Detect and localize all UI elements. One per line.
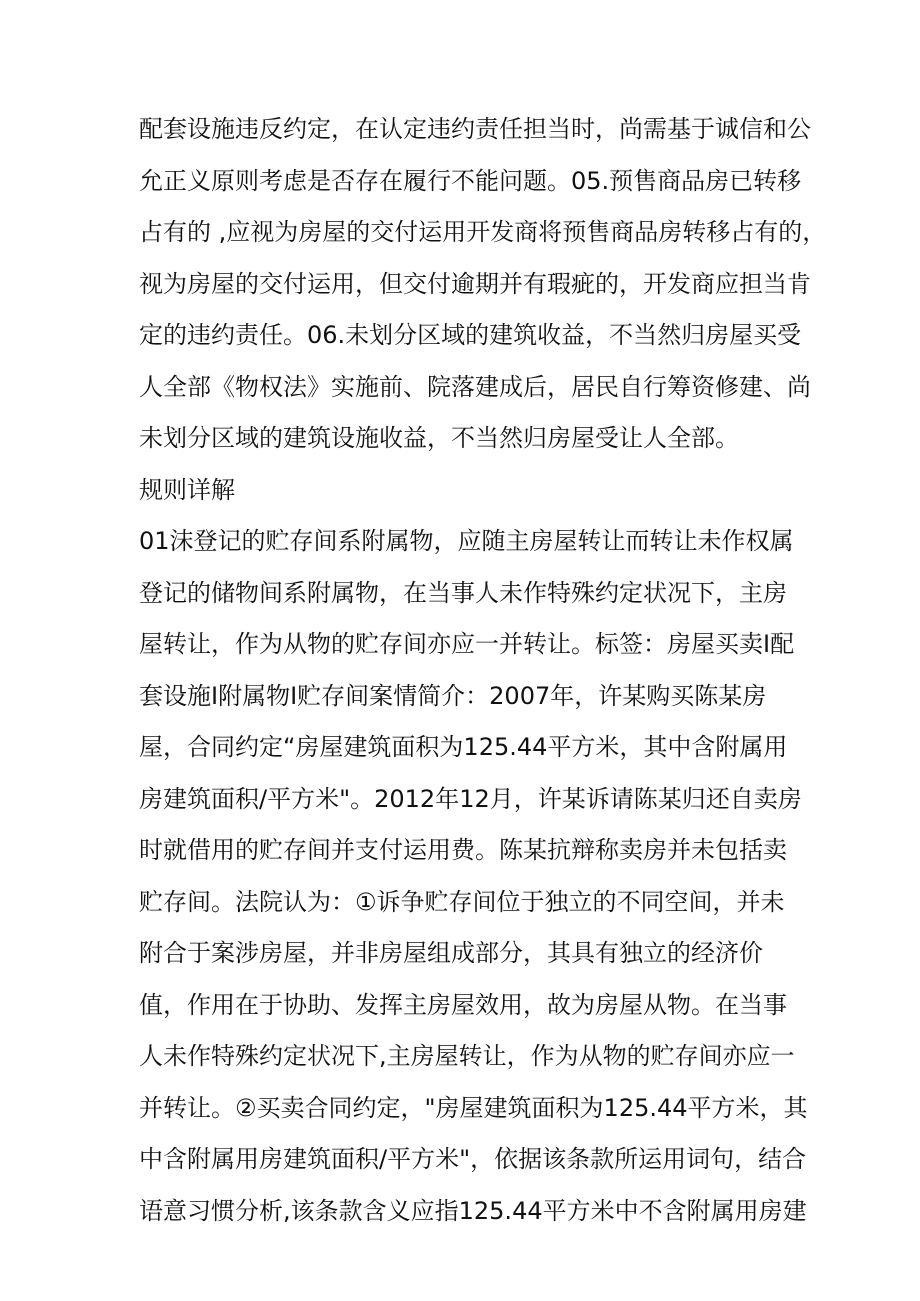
- text-line-12: 套设施I附属物I贮存间案情简介：2007年，许某购买陈某房: [139, 681, 767, 710]
- text-line-3: 占有的 ,应视为房屋的交付运用开发商将预售商品房转移占有的，: [139, 218, 827, 246]
- text-line-6: 人全部《物权法》实施前、院落建成后，居民自行筹资修建、尚: [139, 372, 811, 401]
- text-line-2: 允正义原则考虑是否存在履行不能问题。05.预售商品房已转移: [139, 166, 802, 195]
- section-heading: 规则详解: [139, 475, 235, 504]
- text-line-13: 屋，合同约定“房屋建筑面积为125.44平方米，其中含附属用: [139, 733, 788, 761]
- text-line-14: 房建筑面积/平方米"。2012年12月，许某诉请陈某归还自卖房: [139, 784, 802, 813]
- text-line-10: 登记的储物间系附属物，在当事人未作特殊约定状况下，主房: [139, 578, 787, 607]
- text-line-20: 并转让。②买卖合同约定，"房屋建筑面积为125.44平方米，其: [139, 1093, 808, 1122]
- text-line-18: 值，作用在于协助、发挥主房屋效用，故为房屋从物。在当事: [139, 990, 787, 1019]
- text-line-17: 附合于案涉房屋，并非房屋组成部分，其具有独立的经济价: [139, 939, 763, 967]
- text-line-15: 时就借用的贮存间并支付运用费。陈某抗辩称卖房并未包括卖: [139, 836, 787, 864]
- text-line-9: 01沫登记的贮存间系附属物，应随主房屋转让而转让未作权属: [139, 527, 794, 555]
- text-line-11: 屋转让，作为从物的贮存间亦应一并转让。标签：房屋买卖I配: [139, 630, 795, 658]
- text-line-21: 中含附属用房建筑面积/平方米"，依据该条款所运用词句，结合: [139, 1145, 807, 1173]
- text-line-19: 人未作特殊约定状况下,主房屋转让，作为从物的贮存间亦应一: [139, 1042, 795, 1070]
- text-line-22: 语意习惯分析,该条款含义应指125.44平方米中不含附属用房建: [139, 1196, 807, 1225]
- text-line-1: 配套设施违反约定，在认定违约责任担当时，尚需基于诚信和公: [139, 115, 811, 143]
- text-line-4: 视为房屋的交付运用，但交付逾期并有瑕疵的，开发商应担当肯: [139, 269, 811, 298]
- text-line-7: 未划分区域的建筑设施收益，不当然归房屋受让人全部。: [139, 424, 739, 452]
- body-text: [139, 104, 827, 1237]
- text-line-16: 贮存间。法院认为：①诉争贮存间位于独立的不同空间，并未: [139, 887, 785, 916]
- text-line-5: 定的违约责任。06.未划分区域的建筑收益，不当然归房屋买受: [139, 321, 802, 349]
